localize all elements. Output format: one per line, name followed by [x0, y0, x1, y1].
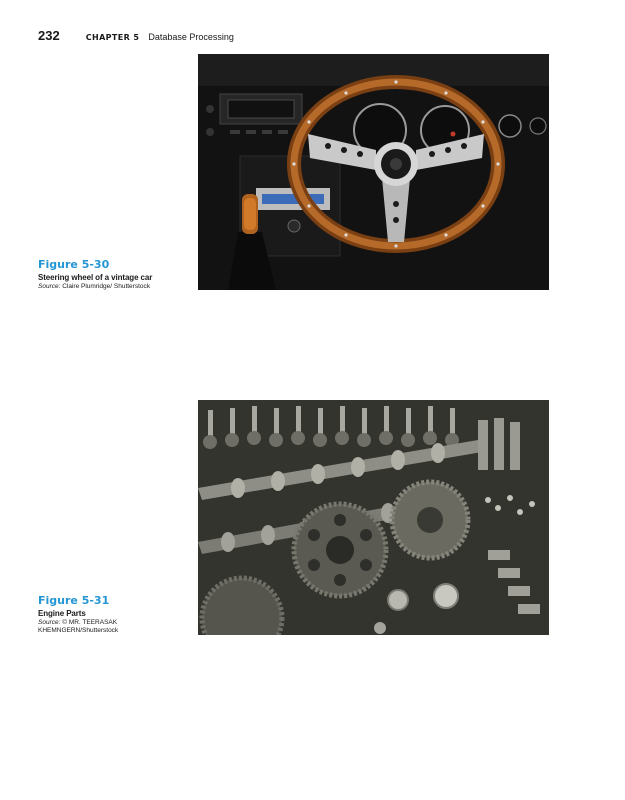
engine-parts-illustration [198, 400, 549, 635]
source-label: Source: [38, 283, 61, 290]
figure-source [38, 283, 188, 291]
figure-5-31-caption [38, 594, 188, 635]
source-label: Source: [38, 619, 61, 626]
chapter-title: Database Processing [148, 32, 234, 42]
source-text: © MR. TEERASAK KHEMNGERN/Shutterstock [38, 619, 119, 634]
figure-source [38, 619, 188, 635]
steering-wheel-illustration [198, 54, 549, 290]
figure-label: Figure 5-30 [38, 258, 110, 271]
figure-5-30-caption [38, 258, 188, 291]
figure-title: Steering wheel of a vintage car [38, 273, 153, 282]
source-text: Claire Plumridge/ Shutterstock [62, 283, 151, 290]
running-head [38, 28, 234, 44]
figure-label: Figure 5-31 [38, 594, 110, 607]
page-number: 232 [38, 28, 60, 43]
figure-5-31-photo [198, 400, 549, 635]
figure-5-30-photo [198, 54, 549, 290]
figure-title: Engine Parts [38, 609, 86, 618]
chapter-label: CHAPTER 5 [85, 33, 140, 42]
